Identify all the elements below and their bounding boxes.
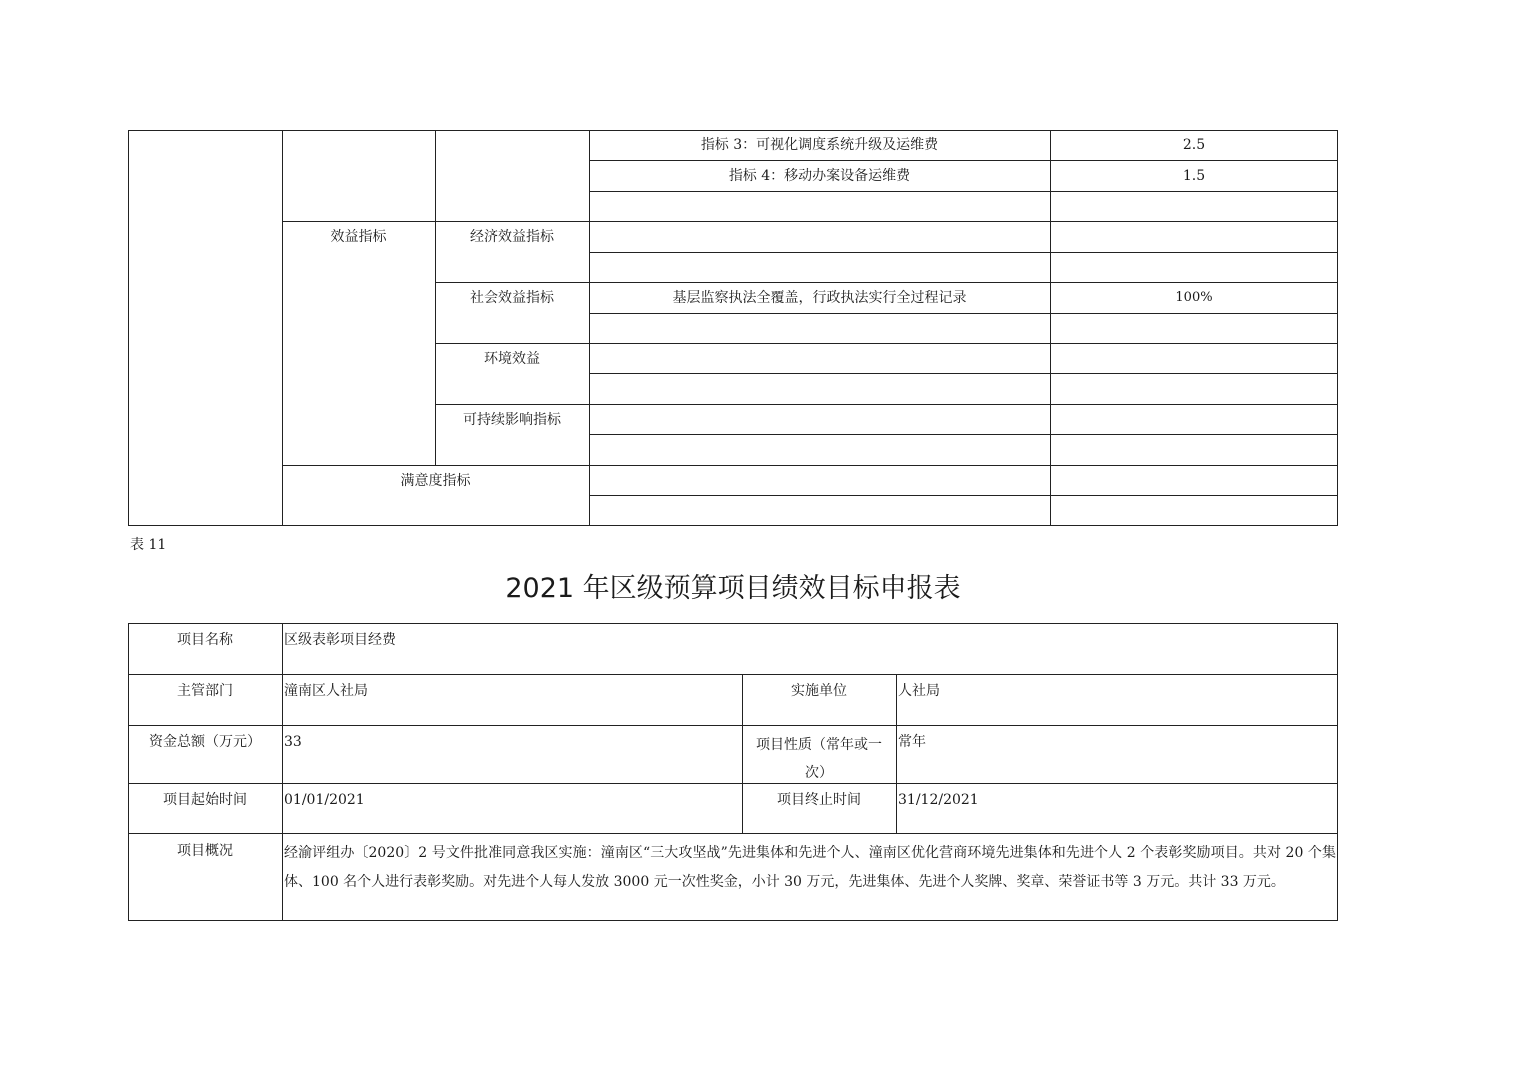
row-divider: [589, 434, 1338, 435]
impl-label: 实施单位: [791, 683, 847, 699]
social-indicator-text: 基层监察执法全覆盖，行政执法实行全过程记录: [672, 290, 967, 306]
sustain-label: 可持续影响指标: [463, 412, 561, 428]
row-divider: [589, 252, 1338, 253]
row-divider: [589, 495, 1338, 496]
value-cell: [282, 623, 1338, 674]
funds-value: 33: [284, 734, 302, 750]
benefit-cell: [282, 221, 435, 465]
environment-cell: [435, 343, 589, 404]
indicator-4-value: 1.5: [1182, 168, 1206, 184]
indicator-cell: [589, 130, 1050, 160]
value-cell: [1050, 282, 1338, 313]
indicator-3-value: 2.5: [1182, 137, 1206, 153]
satisfaction-label: 满意度指标: [400, 473, 471, 489]
label-cell: [128, 833, 282, 921]
value-cell: [1050, 160, 1338, 191]
label-cell: [742, 783, 896, 833]
table-caption: 表 11: [130, 537, 167, 553]
value-cell: [282, 725, 742, 783]
project-name-value: 区级表彰项目经费: [284, 632, 396, 648]
economic-cell: [435, 221, 589, 282]
value-cell: [282, 833, 1338, 921]
overview-label: 项目概况: [177, 843, 233, 859]
label-cell: [742, 674, 896, 725]
end-label: 项目终止时间: [777, 792, 861, 808]
indicator-3-text: 指标 3：可视化调度系统升级及运维费: [700, 137, 939, 153]
value-cell: [896, 674, 1338, 725]
project-name-label: 项目名称: [177, 632, 233, 648]
end-value: 31/12/2021: [898, 792, 979, 808]
nature-value: 常年: [898, 734, 926, 750]
label-cell: [128, 674, 282, 725]
social-label: 社会效益指标: [470, 290, 554, 306]
label-cell: [128, 725, 282, 783]
value-cell: [896, 725, 1338, 783]
social-cell: [435, 282, 589, 343]
impl-value: 人社局: [898, 683, 940, 699]
indicator-cell: [589, 282, 1050, 313]
dept-label: 主管部门: [177, 683, 233, 699]
row-divider: [589, 313, 1338, 314]
social-indicator-value: 100%: [1175, 290, 1213, 305]
benefit-label: 效益指标: [330, 229, 387, 245]
label-cell: [128, 783, 282, 833]
indicator-cell: [589, 160, 1050, 191]
value-cell: [1050, 130, 1338, 160]
page-title: 2021 年区级预算项目绩效目标申报表: [505, 573, 961, 604]
start-label: 项目起始时间: [163, 792, 247, 808]
label-cell: [128, 623, 282, 674]
environment-label: 环境效益: [484, 351, 540, 367]
value-cell: [282, 783, 742, 833]
value-cell: [282, 674, 742, 725]
nature-label: 项目性质（常年或一次）: [756, 737, 882, 781]
row-divider: [589, 191, 1338, 192]
satisfaction-cell: [282, 465, 589, 526]
indicator-4-text: 指标 4：移动办案设备运维费: [728, 168, 911, 184]
dept-value: 潼南区人社局: [284, 683, 368, 699]
start-value: 01/01/2021: [284, 792, 365, 808]
value-cell: [896, 783, 1338, 833]
overview-text: 经渝评组办〔2020〕2 号文件批准同意我区实施：潼南区“三大攻坚战”先进集体和先进个人、潼南区优化营商环境先进集体和先进个人 2 个表彰奖励项目。共对 20 个集体、100 名个人进行表彰奖励。对先进个人每人发放 3000 元一次性奖金，小计 30 万元，先进集体、先进个人奖牌、奖章、荣誉证书等 3 万元。共计 33 万元。: [284, 845, 1336, 890]
row-divider: [589, 373, 1338, 374]
economic-label: 经济效益指标: [470, 229, 554, 245]
sustain-cell: [435, 404, 589, 465]
label-cell: [742, 725, 896, 783]
funds-label: 资金总额（万元）: [149, 734, 261, 750]
